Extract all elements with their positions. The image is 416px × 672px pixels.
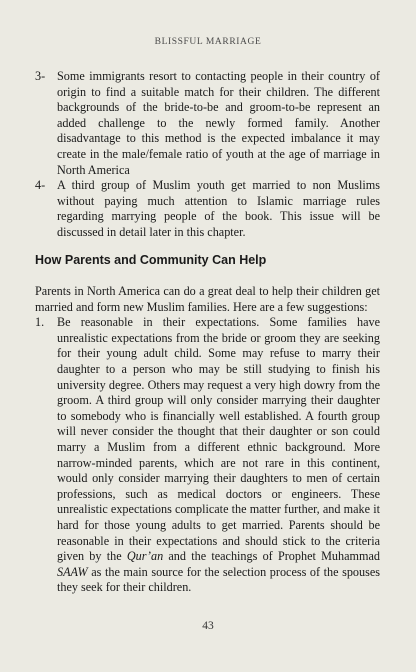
text-run: as the main source for the selection process of the spouses they seek for their children. bbox=[57, 564, 380, 595]
section-heading: How Parents and Community Can Help bbox=[35, 253, 267, 267]
running-head: BLISSFUL MARRIAGE bbox=[154, 37, 262, 47]
list-text: A third group of Muslim youth get married to non Muslims without paying much attention to Islamic marriage rules regarding marrying people of the book. This issue will be discussed in detail later in this chapter. bbox=[57, 178, 380, 239]
italic-term: SAAW bbox=[57, 564, 88, 579]
text-run: Be reasonable in their expectations. Some families have unrealistic expectations from the bride or groom they are seeking for their young adult child. Some may refuse to marry their daughter to a person who may be still studying to finish his university degree. Others may request a very high dowry from the groom. A third group will only consider marrying their daughter to somebody who is financially well established. A fourth group will never consider the thought that their daughter or son could marry a Muslim from a different ethnic background. More narrow-minded parents, which are not rare in this continent, would only consider marrying their daughters to men of certain professions, such as medical doctors or engineers. These unrealistic expectations complicate the matter further, and make it hard for those young adults to get married. Parents should be reasonable in their expectations and should stick to the criteria given by the bbox=[57, 315, 380, 564]
list-item-3 bbox=[35, 69, 380, 178]
list-text: Some immigrants resort to contacting people in their country of origin to find a suitable match for their children. The different backgrounds of the bride-to-be and groom-to-be represent an added challenge to the newly formed family. Another disadvantage to this method is the expected imbalance it may create in the male/female ratio of youth at the age of marriage in North America bbox=[57, 69, 380, 177]
page-number: 43 bbox=[202, 620, 214, 632]
list-item-1 bbox=[35, 315, 380, 596]
top-list bbox=[35, 69, 380, 241]
main-body bbox=[35, 284, 380, 596]
list-number: 3- bbox=[35, 69, 46, 83]
list-number: 1. bbox=[35, 315, 45, 330]
list-text bbox=[57, 315, 380, 596]
intro-paragraph: Parents in North America can do a great deal to help their children get married and form new Muslim families. Here are a few suggestions: bbox=[35, 284, 380, 314]
list-item-4 bbox=[35, 178, 380, 240]
text-run: and the teachings of Prophet Muhammad bbox=[163, 549, 380, 564]
italic-term: Qur’an bbox=[126, 549, 164, 564]
list-number: 4- bbox=[35, 178, 46, 193]
